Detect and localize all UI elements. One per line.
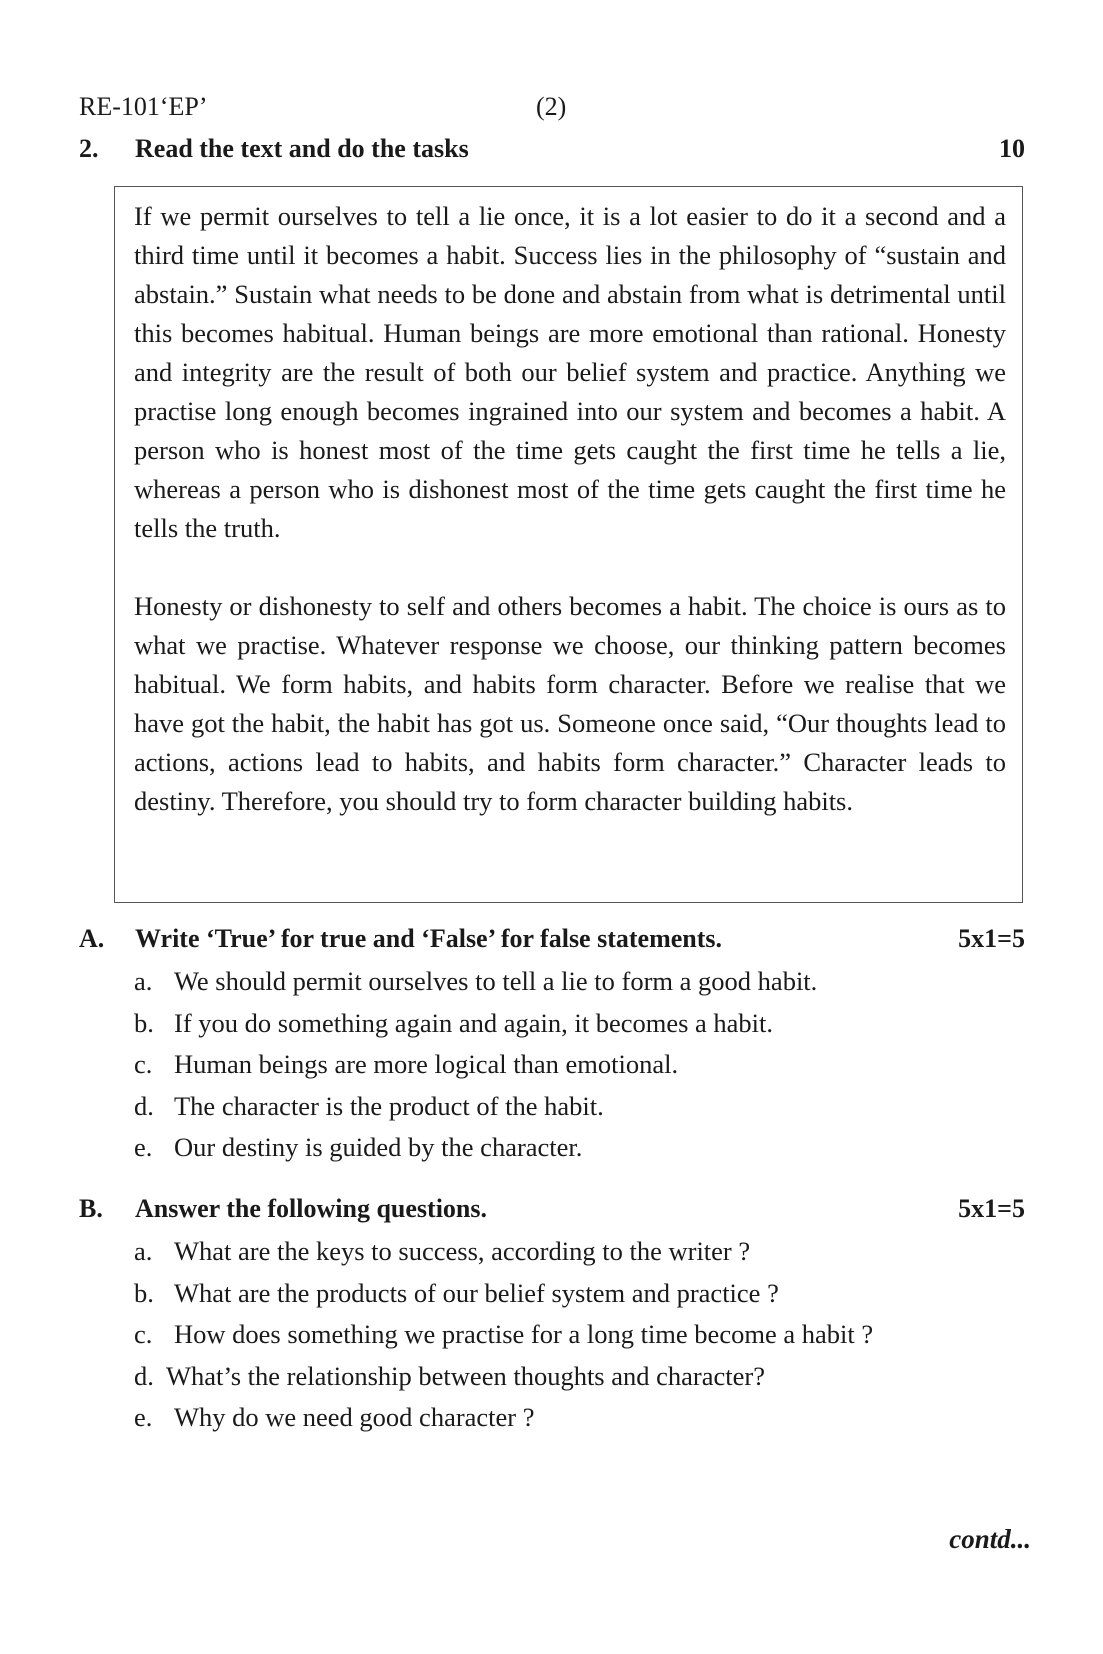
list-item bbox=[134, 1314, 873, 1356]
item-label: b. bbox=[134, 1277, 154, 1308]
item-text: If you do something again and again, it becomes a habit. bbox=[174, 1007, 774, 1038]
list-item bbox=[134, 1086, 817, 1128]
item-text: What’s the relationship between thoughts and character? bbox=[166, 1360, 765, 1391]
section-a-marks: 5x1=5 bbox=[958, 924, 1025, 953]
item-label: d. bbox=[134, 1090, 154, 1121]
passage-box bbox=[114, 186, 1023, 903]
item-label: e. bbox=[134, 1402, 153, 1432]
paper-code: RE-101‘EP’ bbox=[79, 92, 208, 121]
section-a-title: Write ‘True’ for true and ‘False’ for false statements. bbox=[135, 924, 723, 953]
list-item bbox=[134, 1044, 817, 1086]
item-text: What are the keys to success, according to the writer ? bbox=[174, 1236, 751, 1266]
item-label: b. bbox=[134, 1007, 154, 1038]
section-a-list bbox=[134, 961, 817, 1169]
item-text: How does something we practise for a long time become a habit ? bbox=[174, 1319, 874, 1349]
item-text: Our destiny is guided by the character. bbox=[174, 1132, 583, 1162]
page-header bbox=[0, 92, 1103, 128]
item-label: a. bbox=[134, 1236, 153, 1266]
item-label: c. bbox=[134, 1049, 153, 1079]
section-a-letter: A. bbox=[79, 924, 105, 953]
item-text: Human beings are more logical than emotional. bbox=[174, 1049, 679, 1079]
list-item bbox=[134, 1231, 873, 1273]
item-text: We should permit ourselves to tell a lie to form a good habit. bbox=[174, 966, 818, 996]
page-number: (2) bbox=[536, 92, 567, 121]
item-text: What are the products of our belief system and practice ? bbox=[174, 1277, 779, 1308]
list-item bbox=[134, 1356, 873, 1398]
passage-paragraph-1: If we permit ourselves to tell a lie once, it is a lot easier to do it a second and a third time until it becomes a habit. Success lies in the philosophy of “sustain and abstain.” Sustain what needs to be done and abstain from what is detrimental until this becomes habitual. Human beings are more emotional than rational. Honesty and integrity are the result of both our belief system and practice. Anything we practise long enough becomes ingrained into our system and becomes a habit. A person who is honest most of the time gets caught the first time he tells a lie, whereas a person who is dishonest most of the time gets caught the first time he tells the truth. bbox=[134, 201, 1006, 543]
question-title: Read the text and do the tasks bbox=[135, 134, 469, 163]
list-item bbox=[134, 961, 817, 1003]
section-b-marks: 5x1=5 bbox=[958, 1194, 1025, 1223]
item-label: e. bbox=[134, 1132, 153, 1162]
list-item bbox=[134, 1003, 817, 1045]
section-b-letter: B. bbox=[79, 1194, 103, 1223]
list-item bbox=[134, 1127, 817, 1169]
question-number: 2. bbox=[79, 134, 99, 163]
item-label: a. bbox=[134, 966, 153, 996]
list-item bbox=[134, 1273, 873, 1315]
passage-paragraph-2: Honesty or dishonesty to self and others becomes a habit. The choice is ours as to what we practise. Whatever response we choose, our thinking pattern becomes habitual. We form habits, and habits form character. Before we realise that we have got the habit, the habit has got us. Someone once said, “Our thoughts lead to actions, actions lead to habits, and habits form character.” Character leads to destiny. Therefore, you should try to form character building habits. bbox=[134, 591, 1006, 816]
list-item bbox=[134, 1397, 873, 1439]
section-b-list bbox=[134, 1231, 873, 1439]
question-marks: 10 bbox=[999, 134, 1025, 163]
continued-note: contd... bbox=[949, 1524, 1031, 1554]
item-text: The character is the product of the habit. bbox=[174, 1090, 604, 1121]
item-text: Why do we need good character ? bbox=[174, 1402, 535, 1432]
item-label: c. bbox=[134, 1319, 153, 1349]
section-b-title: Answer the following questions. bbox=[135, 1194, 488, 1223]
item-label: d. bbox=[134, 1360, 154, 1391]
